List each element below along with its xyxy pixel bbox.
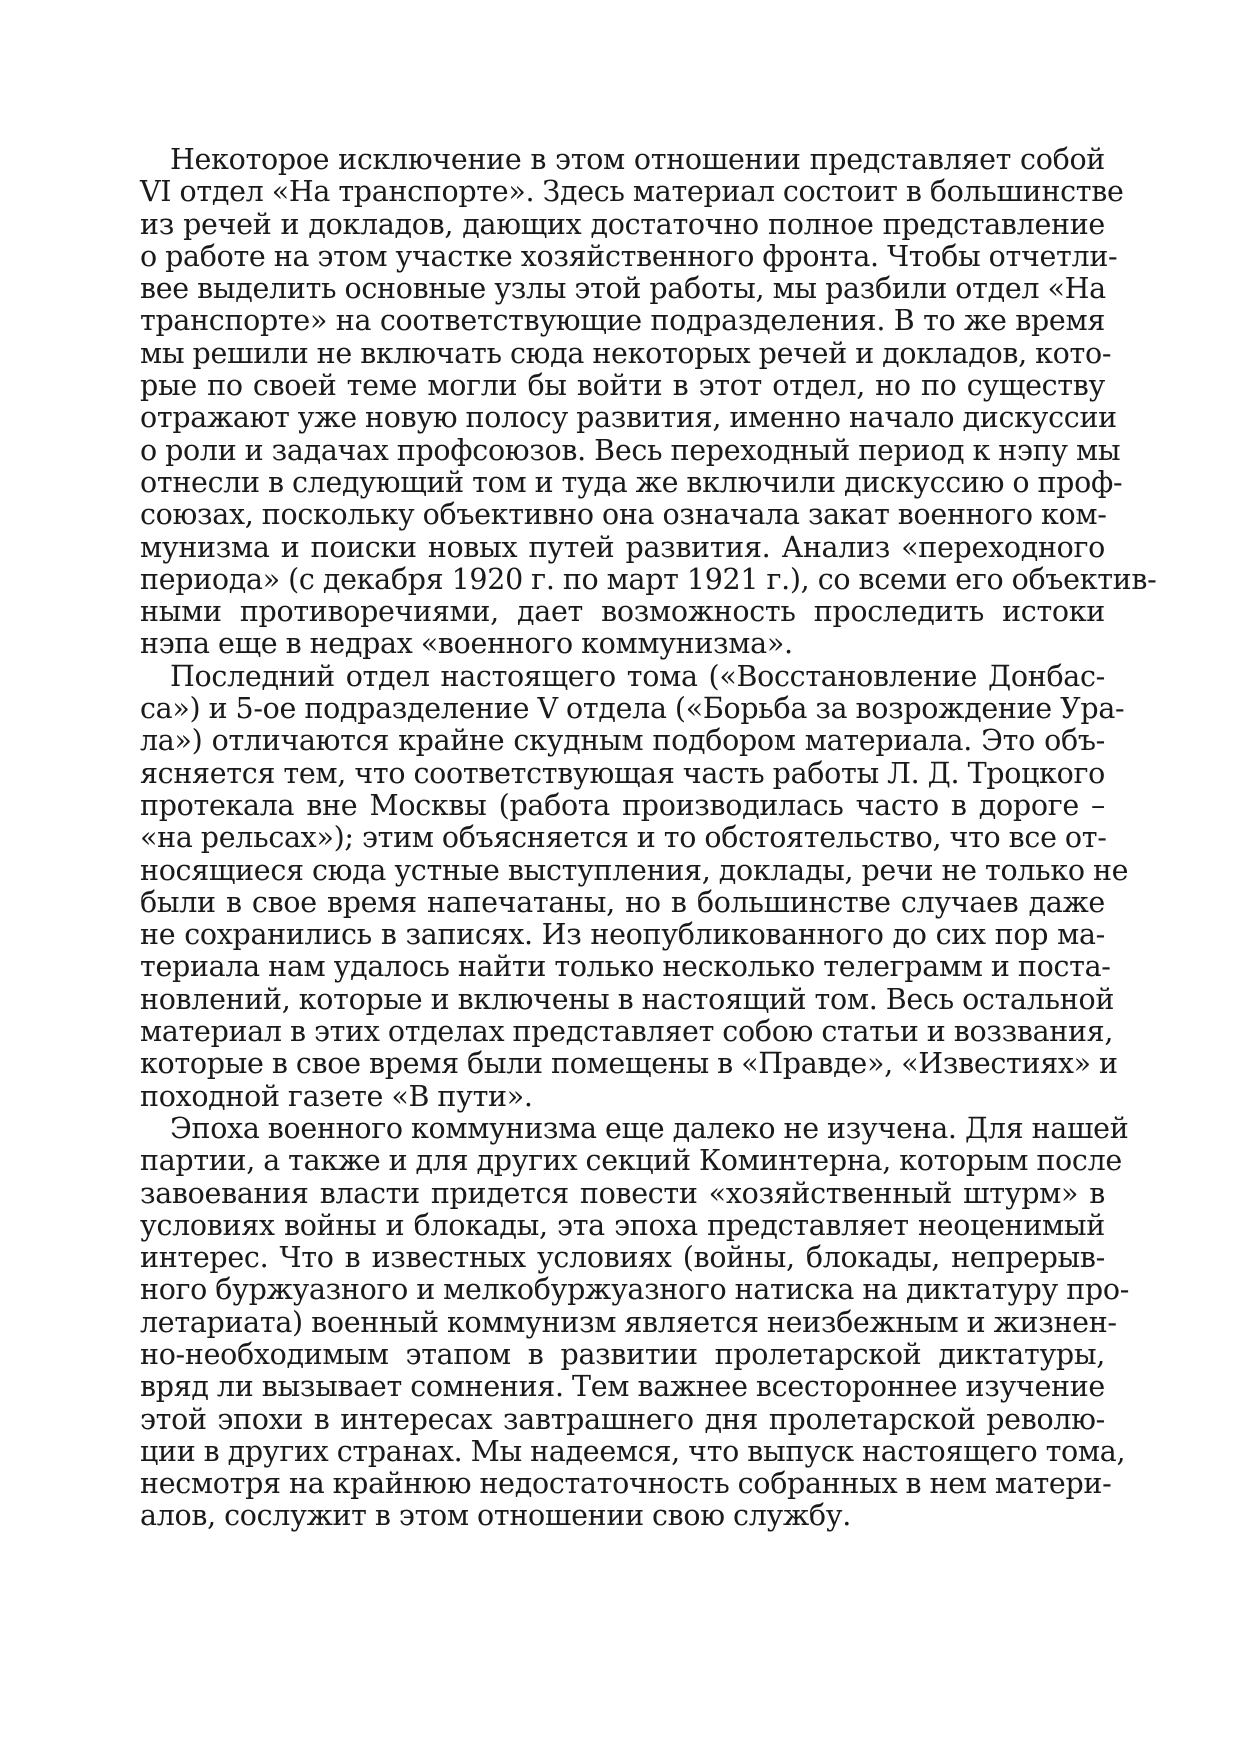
text-line: несмотря на крайнюю недостаточность собранных в нем матери- bbox=[140, 1467, 1112, 1501]
text-line: о работе на этом участке хозяйственного фронта. Чтобы отчетли- bbox=[140, 239, 1118, 273]
text-line: были в свое время напечатаны, но в большинстве случаев даже bbox=[140, 885, 1105, 919]
text-line: вряд ли вызывает сомнения. Тем важнее всестороннее изучение bbox=[140, 1370, 1105, 1404]
text-line: ного буржуазного и мелкобуржуазного натиска на диктатуру про- bbox=[140, 1273, 1130, 1307]
text-line: интерес. Что в известных условиях (войны, блокады, непрерыв- bbox=[140, 1241, 1105, 1275]
text-line: нэпа еще в недрах «военного коммунизма». bbox=[140, 627, 793, 661]
text-line: союзах, поскольку объективно она означала закат военного ком- bbox=[140, 498, 1107, 532]
text-line: мунизма и поиски новых путей развития. Анализ «переходного bbox=[140, 530, 1105, 564]
paragraph bbox=[140, 143, 1157, 661]
text-line: носящиеся сюда устные выступления, доклады, речи не только не bbox=[140, 853, 1129, 887]
text-line: ла») отличаются крайне скудным подбором материала. Это объ- bbox=[140, 724, 1105, 758]
text-line: летариата) военный коммунизм является неизбежным и жизнен- bbox=[140, 1305, 1117, 1339]
text-line: ными противоречиями, дает возможность проследить истоки bbox=[140, 595, 1105, 629]
text-line: партии, а также и для других секций Коминтерна, которым после bbox=[140, 1144, 1122, 1178]
text-line: «на рельсах»); этим объясняется и то обстоятельство, что все от- bbox=[140, 821, 1107, 855]
text-line: Некоторое исключение в этом отношении представляет собой bbox=[170, 143, 1105, 176]
paragraph bbox=[140, 659, 1129, 1113]
text-line: протекала вне Москвы (работа производилась часто в дороге – bbox=[140, 788, 1105, 822]
text-line: Эпоха военного коммунизма еще далеко не изучена. Для нашей bbox=[170, 1111, 1129, 1145]
text-line: териала нам удалось найти только несколько телеграмм и поста- bbox=[140, 950, 1111, 984]
text-line: рые по своей теме могли бы войти в этот отдел, но по существу bbox=[140, 369, 1105, 403]
text-line: са») и 5-ое подразделение V отдела («Борьба за возрождение Ура- bbox=[140, 692, 1125, 726]
text-line: но-необходимым этапом в развитии пролетарской диктатуры, bbox=[140, 1337, 1105, 1371]
text-line: о роли и задачах профсоюзов. Весь переходный период к нэпу мы bbox=[140, 433, 1121, 467]
text-line: новлений, которые и включены в настоящий том. Весь остальной bbox=[140, 982, 1115, 1016]
text-line: не сохранились в записях. Из неопубликованного до сих пор ма- bbox=[140, 918, 1105, 952]
text-line: Последний отдел настоящего тома («Восстановление Донбас- bbox=[170, 659, 1105, 693]
text-line: походной газете «В пути». bbox=[140, 1079, 533, 1113]
text-line: транспорте» на соответствующие подразделения. В то же время bbox=[140, 304, 1105, 338]
text-line: периода» (с декабря 1920 г. по март 1921 г.), со всеми его объектив- bbox=[140, 562, 1157, 596]
paragraph bbox=[140, 1111, 1130, 1533]
text-line: VI отдел «На транспорте». Здесь материал состоит в большинстве bbox=[140, 175, 1124, 209]
text-line: из речей и докладов, дающих достаточно полное представление bbox=[140, 207, 1105, 241]
text-line: алов, сослужит в этом отношении свою службу. bbox=[140, 1499, 851, 1533]
text-line: материал в этих отделах представляет собою статьи и воззвания, bbox=[140, 1015, 1114, 1049]
text-line: условиях войны и блокады, эта эпоха представляет неоценимый bbox=[140, 1208, 1105, 1242]
text-line: отнесли в следующий том и туда же включили дискуссию о проф- bbox=[140, 465, 1123, 499]
text-line: завоевания власти придется повести «хозяйственный штурм» в bbox=[140, 1176, 1105, 1210]
text-line: ясняется тем, что соответствующая часть работы Л. Д. Троцкого bbox=[140, 756, 1105, 790]
body-text bbox=[140, 143, 1157, 1533]
text-line: ции в других странах. Мы надеемся, что выпуск настоящего тома, bbox=[140, 1434, 1126, 1468]
text-line: этой эпохи в интересах завтрашнего дня пролетарской револю- bbox=[140, 1402, 1105, 1436]
text-line: отражают уже новую полосу развития, именно начало дискуссии bbox=[140, 401, 1117, 435]
text-line: которые в свое время были помещены в «Правде», «Известиях» и bbox=[140, 1047, 1118, 1081]
text-line: мы решили не включать сюда некоторых речей и докладов, кото- bbox=[140, 336, 1112, 370]
text-line: вее выделить основные узлы этой работы, мы разбили отдел «На bbox=[140, 272, 1106, 306]
